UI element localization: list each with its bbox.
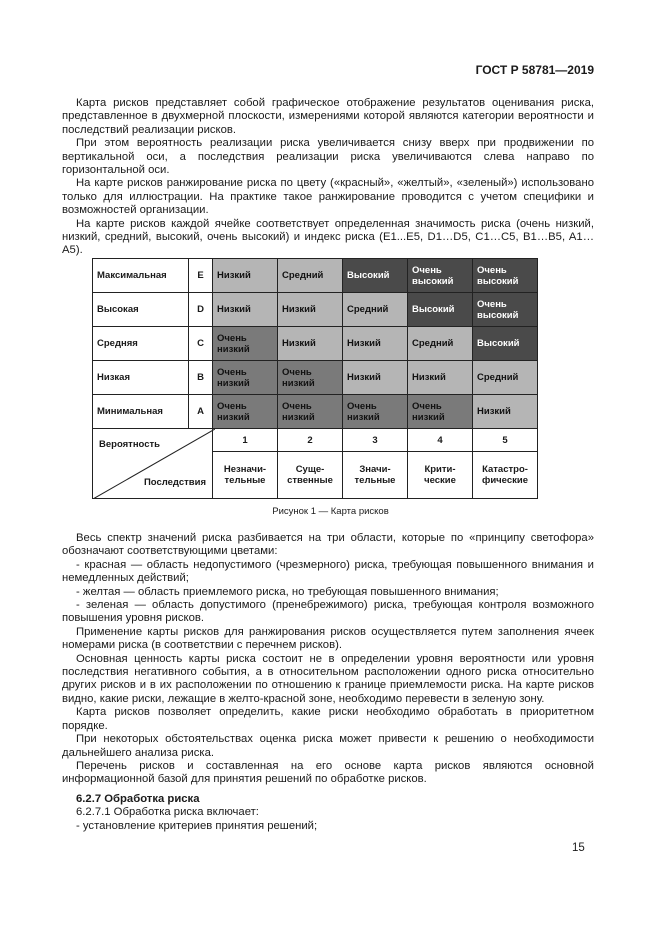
consequence-label: Незначи-тельные — [213, 452, 278, 499]
risk-cell-A4: Очень низкий — [408, 395, 473, 429]
risk-cell-D2: Низкий — [278, 293, 343, 327]
risk-cell-D4: Высокий — [408, 293, 473, 327]
risk-cell-A1: Очень низкий — [213, 395, 278, 429]
risk-map-row — [93, 327, 538, 361]
consequences-axis-label: Последствия — [143, 477, 206, 488]
risk-cell-A5: Низкий — [473, 395, 538, 429]
consequence-number: 4 — [408, 429, 473, 452]
risk-cell-B1: Очень низкий — [213, 361, 278, 395]
probability-label: Максимальная — [93, 259, 189, 293]
paragraph: Карта рисков представляет собой графическое отображение результатов оценивания риска, представленное в двухмерной плоскости, измерениями которой являются категории вероятности и последствий реализации рисков. — [62, 97, 594, 136]
risk-cell-C5: Высокий — [473, 327, 538, 361]
risk-cell-C3: Низкий — [343, 327, 408, 361]
probability-index: D — [189, 293, 213, 327]
probability-index: E — [189, 259, 213, 293]
risk-map-row — [93, 361, 538, 395]
probability-axis-label: Вероятность — [99, 439, 161, 450]
paragraph: Применение карты рисков для ранжирования рисков осуществляется путем заполнения ячеек номерами риска (в соответствии с перечнем рисков). — [62, 625, 594, 652]
probability-label: Средняя — [93, 327, 189, 361]
risk-cell-A3: Очень низкий — [343, 395, 408, 429]
probability-index: B — [189, 361, 213, 395]
consequence-label: Значи-тельные — [343, 452, 408, 499]
page-number: 15 — [572, 842, 585, 854]
risk-cell-E1: Низкий — [213, 259, 278, 293]
risk-cell-B2: Очень низкий — [278, 361, 343, 395]
paragraph: Весь спектр значений риска разбивается на три области, которые по «принципу светофора» обозначают соответствующими цветами: — [62, 532, 594, 558]
consequence-number: 2 — [278, 429, 343, 452]
consequence-label: Суще-ственные — [278, 452, 343, 499]
risk-cell-B3: Низкий — [343, 361, 408, 395]
paragraph: На карте рисков каждой ячейке соответствует определенная значимость риска (очень низкий, низкий, средний, высокий, очень высокий) и индекс риска (E1...E5, D1…D5, C1…C5, B1…B5, A1…A5). — [62, 217, 594, 257]
paragraph: На карте рисков ранжирование риска по цвету («красный», «желтый», «зеленый») использовано только для иллюстрации. На практике такое ранжирование проводится с учетом специфики и возможностей организации. — [62, 177, 594, 217]
risk-cell-E3: Высокий — [343, 259, 408, 293]
consequence-number: 5 — [473, 429, 538, 452]
risk-cell-C1: Очень низкий — [213, 327, 278, 361]
paragraph: - желтая — область приемлемого риска, но требующая повышенного внимания; — [76, 585, 499, 598]
risk-cell-B4: Низкий — [408, 361, 473, 395]
paragraph: 6.2.7.1 Обработка риска включает: — [76, 806, 259, 819]
consequence-number-row — [93, 429, 538, 452]
figure-caption: Рисунок 1 — Карта рисков — [272, 506, 389, 517]
probability-index: A — [189, 395, 213, 429]
paragraph: Карта рисков позволяет определить, какие риски необходимо обработать в приоритетном порядке. — [62, 706, 594, 732]
paragraph: При некоторых обстоятельствах оценка риска может привести к решению о необходимости дальнейшего анализа риска. — [62, 733, 594, 759]
consequence-number: 3 — [343, 429, 408, 452]
paragraph: - красная — область недопустимого (чрезмерного) риска, требующая повышенного внимания и немедленных действий; — [62, 558, 594, 585]
risk-cell-D3: Средний — [343, 293, 408, 327]
risk-cell-A2: Очень низкий — [278, 395, 343, 429]
body-text — [62, 532, 594, 833]
paragraph: Основная ценность карты риска состоит не в определении уровня вероятности или уровня последствия негативного события, а в относительном расположении одного риска относительно других рисков и в их расположении по отношению к границе приемлемости риска. На карте рисков видно, какие риски, лежащие в желто-красной зоне, необходимо перевести в зеленую зону. — [62, 652, 594, 705]
risk-cell-E4: Очень высокий — [408, 259, 473, 293]
risk-map-row — [93, 293, 538, 327]
consequence-label: Катастро-фические — [473, 452, 538, 499]
section-heading: 6.2.7 Обработка риска — [76, 792, 200, 805]
risk-cell-D1: Низкий — [213, 293, 278, 327]
consequence-label: Крити-ческие — [408, 452, 473, 499]
probability-index: C — [189, 327, 213, 361]
risk-cell-D5: Очень высокий — [473, 293, 538, 327]
risk-cell-B5: Средний — [473, 361, 538, 395]
document-header: ГОСТ Р 58781—2019 — [475, 63, 594, 77]
probability-label: Низкая — [93, 361, 189, 395]
paragraph: Перечень рисков и составленная на его основе карта рисков являются основной информационной базой для принятия решений по обработке рисков. — [62, 759, 594, 786]
risk-map-row — [93, 259, 538, 293]
paragraph: При этом вероятность реализации риска увеличивается снизу вверх при продвижении по вертикальной оси, а последствия реализации риска увеличиваются слева направо по горизонтальной оси. — [62, 137, 594, 177]
intro-text — [62, 97, 594, 258]
probability-label: Высокая — [93, 293, 189, 327]
risk-map-row — [93, 395, 538, 429]
risk-cell-E5: Очень высокий — [473, 259, 538, 293]
risk-cell-C4: Средний — [408, 327, 473, 361]
paragraph: - установление критериев принятия решений; — [76, 819, 318, 832]
consequence-number: 1 — [213, 429, 278, 452]
risk-map-table — [92, 258, 538, 499]
risk-cell-E2: Средний — [278, 259, 343, 293]
probability-label: Минимальная — [93, 395, 189, 429]
paragraph: - зеленая — область допустимого (пренебрежимого) риска, требующая контроля возможного повышения уровня рисков. — [62, 599, 594, 625]
axis-corner — [93, 429, 213, 499]
risk-cell-C2: Низкий — [278, 327, 343, 361]
